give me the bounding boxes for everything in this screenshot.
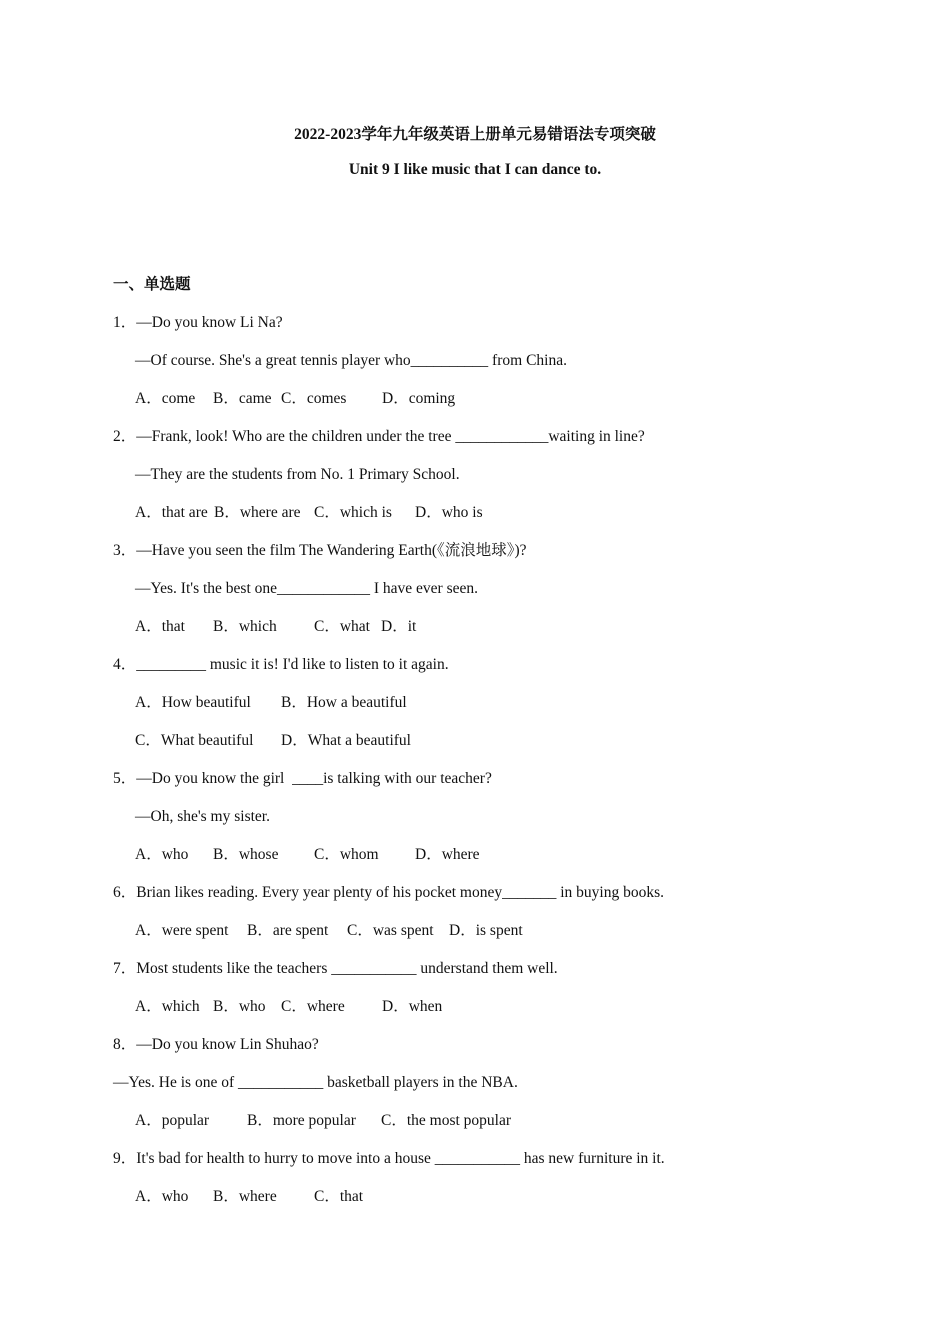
question-3-option-a[interactable]: A．that [135, 618, 185, 635]
question-3-stem: 3．—Have you seen the film The Wandering Earth(《流浪地球》)? [113, 542, 527, 559]
question-4-option-d[interactable]: D．What a beautiful [281, 732, 411, 749]
question-4-option-b[interactable]: B．How a beautiful [281, 694, 407, 711]
question-6-option-b[interactable]: B．are spent [247, 922, 329, 939]
question-4-option-c[interactable]: C．What beautiful [135, 732, 254, 749]
page-title: 2022-2023学年九年级英语上册单元易错语法专项突破 [294, 126, 656, 143]
question-6-stem: 6．Brian likes reading. Every year plenty of his pocket money_______ in buying books. [113, 884, 665, 901]
question-2-option-a[interactable]: A．that are [135, 504, 208, 521]
question-1-line-2: —Of course. She's a great tennis player who__________ from China. [135, 352, 567, 369]
question-9-stem: 9．It's bad for health to hurry to move into a house ___________ has new furniture in it. [113, 1150, 665, 1167]
question-2-stem: 2．—Frank, look! Who are the children under the tree ____________waiting in line? [113, 428, 645, 445]
question-2-line-2: —They are the students from No. 1 Primary School. [135, 466, 460, 483]
question-2-option-b[interactable]: B．where are [214, 504, 301, 521]
question-5-line-2: —Oh, she's my sister. [135, 808, 270, 825]
question-6-option-c[interactable]: C．was spent [347, 922, 434, 939]
question-5-option-b[interactable]: B．whose [213, 846, 279, 863]
question-1-stem: 1．—Do you know Li Na? [113, 314, 283, 331]
question-1-option-c[interactable]: C．comes [281, 390, 347, 407]
question-9-option-b[interactable]: B．where [213, 1188, 277, 1205]
question-3-option-b[interactable]: B．which [213, 618, 277, 635]
question-8-option-a[interactable]: A．popular [135, 1112, 210, 1129]
question-6-option-a[interactable]: A．were spent [135, 922, 229, 939]
question-5-stem: 5．—Do you know the girl ____is talking with our teacher? [113, 770, 492, 787]
question-5-option-c[interactable]: C．whom [314, 846, 379, 863]
question-9-option-a[interactable]: A．who [135, 1188, 189, 1205]
question-9-option-c[interactable]: C．that [314, 1188, 364, 1205]
question-8-option-b[interactable]: B．more popular [247, 1112, 356, 1129]
question-5-option-a[interactable]: A．who [135, 846, 189, 863]
question-8-line-2: —Yes. He is one of ___________ basketball players in the NBA. [113, 1074, 518, 1091]
question-2-option-d[interactable]: D．who is [415, 504, 483, 521]
question-7-option-d[interactable]: D．when [382, 998, 443, 1015]
question-7-option-b[interactable]: B．who [213, 998, 266, 1015]
question-7-option-c[interactable]: C．where [281, 998, 345, 1015]
question-8-option-c[interactable]: C．the most popular [381, 1112, 512, 1129]
question-4-stem: 4．_________ music it is! I'd like to listen to it again. [113, 656, 449, 673]
question-5-option-d[interactable]: D．where [415, 846, 480, 863]
page-subtitle: Unit 9 I like music that I can dance to. [348, 161, 602, 178]
question-3-line-2: —Yes. It's the best one____________ I have ever seen. [135, 580, 479, 597]
question-8-stem: 8．—Do you know Lin Shuhao? [113, 1036, 319, 1053]
question-1-option-a[interactable]: A．come [135, 390, 196, 407]
question-4-option-a[interactable]: A．How beautiful [135, 694, 251, 711]
section-heading: 一、单选题 [113, 276, 191, 293]
question-3-option-d[interactable]: D．it [381, 618, 417, 635]
question-1-option-d[interactable]: D．coming [382, 390, 456, 407]
question-2-option-c[interactable]: C．which is [314, 504, 392, 521]
question-1-option-b[interactable]: B．came [213, 390, 272, 407]
question-6-option-d[interactable]: D．is spent [449, 922, 523, 939]
question-3-option-c[interactable]: C．what [314, 618, 370, 635]
question-7-stem: 7．Most students like the teachers ___________ understand them well. [113, 960, 558, 977]
question-7-option-a[interactable]: A．which [135, 998, 200, 1015]
